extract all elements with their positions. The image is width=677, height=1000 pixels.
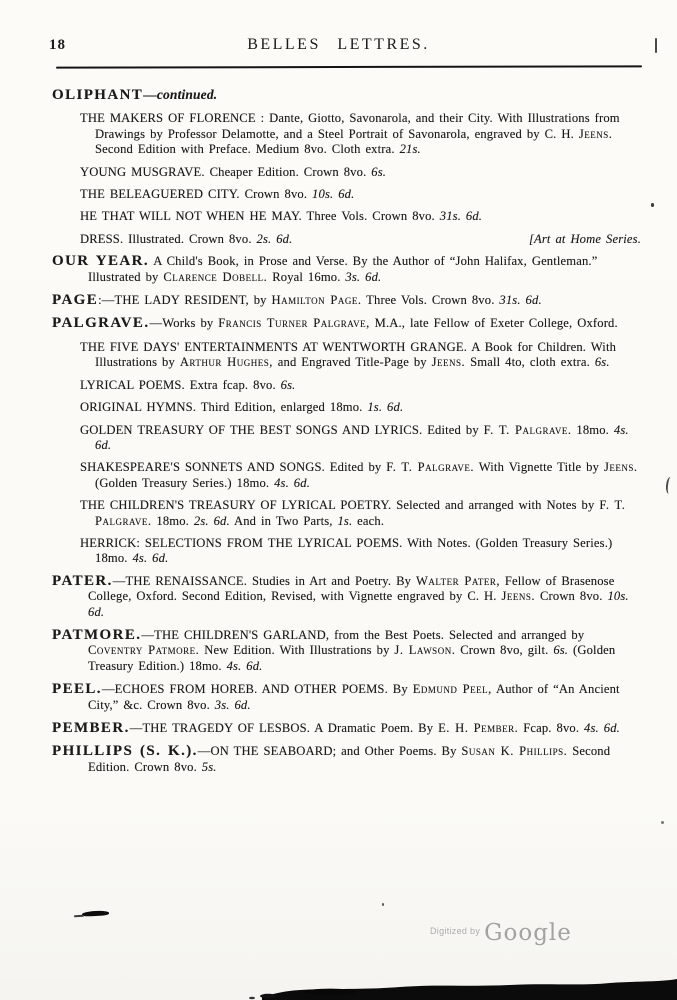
entry-text-segment: GOLDEN TREASURY OF THE BEST SONGS AND LYRICS. Edited by [80, 422, 484, 437]
entry-text-segment: Coventry Patmore. [88, 643, 200, 658]
catalog-book-entry [80, 377, 641, 393]
catalog-book-entry [80, 209, 641, 224]
page-edge-scan-artifact [0, 976, 677, 1000]
entry-text-segment: J. Lawson. [394, 643, 456, 658]
entry-text-segment: 6s. [553, 643, 569, 658]
watermark-prefix: Digitized by [430, 926, 481, 936]
entry-text-segment: 4s. 6d. [95, 422, 629, 452]
entry-text-segment: 2s. 6d. [193, 513, 230, 528]
catalog-book-entry [80, 498, 641, 529]
entry-text-segment: 18mo. [151, 513, 194, 528]
entry-text-segment: —continued. [143, 87, 218, 102]
catalog-section-entry [52, 743, 641, 775]
entry-text-segment: and Engraved Title-Page by [272, 355, 432, 370]
entry-text-segment: —THE RENAISSANCE. Studies in Art and Poetry. By [112, 573, 417, 588]
entry-text-segment: E. H. Pember. [438, 721, 519, 735]
entry-text-segment: 31s. 6d. [439, 209, 483, 224]
catalog-section-entry [52, 720, 641, 736]
header-rule [56, 65, 642, 68]
catalog-book-entry [80, 164, 641, 180]
entry-text-segment: PATMORE. [52, 626, 142, 643]
entry-text-segment: Second Edition. Crown 8vo. [88, 744, 611, 774]
entry-text-segment: 6s. [371, 164, 387, 179]
catalog-book-entry [80, 111, 641, 157]
entry-text-segment: M.A., late Fellow of Exeter College, Oxford. [369, 316, 618, 331]
entry-text-segment: —Works by [149, 316, 219, 331]
scan-mark-right-margin [665, 477, 676, 495]
entry-text-segment: Jeens. [578, 126, 613, 141]
google-logo: Google [484, 920, 572, 946]
entry-text-segment: 4s. 6d. [584, 721, 620, 735]
entry-text-segment: HE THAT WILL NOT WHEN HE MAY. Three Vols. Crown 8vo. [80, 209, 440, 224]
entry-text-segment: 31s. 6d. [499, 293, 542, 308]
digitized-watermark [430, 920, 572, 946]
catalog-list [0, 84, 677, 783]
entry-text-segment: Walter Pater, [416, 573, 500, 588]
entry-text-segment: —ECHOES FROM HOREB. AND OTHER POEMS. By [101, 682, 413, 697]
entry-text-segment: 10s. 6d. [88, 589, 629, 619]
entry-text-segment: Arthur Hughes, [179, 355, 273, 370]
catalog-section-entry [52, 572, 641, 620]
entry-text-segment: Second Edition with Preface. Medium 8vo. Cloth extra. [95, 142, 400, 157]
entry-text-segment: Clarence Dobell. [163, 269, 268, 284]
entry-text-segment: 2s. 6d. [256, 231, 293, 246]
catalog-section-entry [52, 626, 641, 674]
entry-text-segment: F. T. Palgrave. [95, 498, 626, 528]
entry-text-segment: PEMBER. [52, 720, 130, 736]
entry-text-segment: PHILLIPS (S. K.). [52, 743, 198, 760]
entry-text-segment: 1s. [337, 513, 353, 528]
entry-text-segment: SHAKESPEARE'S SONNETS AND SONGS. Edited by [80, 460, 387, 475]
entry-text-segment: THE BELEAGUERED CITY. Crown 8vo. [80, 187, 313, 202]
catalog-book-entry [80, 422, 641, 454]
entry-text-segment: 4s. 6d. [226, 658, 263, 673]
scan-speck-middle [382, 903, 384, 906]
entry-text-segment: 10s. 6d. [312, 187, 355, 202]
entry-text-segment: HERRICK: SELECTIONS FROM THE LYRICAL POEMS. With Notes. (Golden Treasury Series.) 18mo. [80, 535, 613, 566]
entry-text-segment: LYRICAL POEMS. Extra fcap. 8vo. [80, 377, 281, 392]
entry-text-segment: Royal 16mo. [267, 269, 346, 284]
entry-text-segment: THE FIVE DAYS' ENTERTAINMENTS AT WENTWORTH GRANGE. A Book for Children. With Illustrations by [80, 339, 617, 370]
catalog-section-entry [52, 253, 641, 285]
entry-text-segment: Susan K. Phillips. [461, 744, 568, 759]
entry-text-segment: F. T. Palgrave. [483, 422, 572, 437]
entry-text-segment: 3s. 6d. [345, 269, 382, 284]
catalog-book-entry [80, 339, 641, 371]
entry-text-segment: DRESS. Illustrated. Crown 8vo. [80, 231, 257, 246]
entry-text-segment: THE CHILDREN'S TREASURY OF LYRICAL POETRY. Selected and arranged with Notes by [80, 498, 600, 513]
entry-text-segment: 18mo. [571, 422, 614, 437]
series-label: [Art at Home Series. [528, 231, 641, 246]
entry-text-segment: each. [352, 513, 385, 528]
entry-text-segment: Author of “An Ancient City,” &c. Crown 8vo. [88, 682, 620, 712]
catalog-book-entry [80, 187, 641, 202]
entry-text-segment: ORIGINAL HYMNS. Third Edition, enlarged 18mo. [80, 400, 368, 415]
entry-text-segment: 4s. 6d. [132, 551, 169, 566]
catalog-book-entry [80, 535, 641, 567]
entry-text-segment: Francis Turner Palgrave, [218, 316, 370, 331]
entry-text-segment: THE MAKERS OF FLORENCE : Dante, Giotto, Savonarola, and their City. With Illustrations from Drawings by Professor Delamotte, and a Steel Portrait of Savonarola, engraved by C. H. [80, 111, 620, 141]
ink-smudge-left [82, 910, 109, 916]
entry-text-segment: A Child's Book, in Prose and Verse. By the Author of “John Halifax, Gentleman.” Illustrated by [88, 254, 598, 284]
catalog-book-entry [80, 231, 641, 247]
entry-text-segment: 6s. [280, 377, 296, 392]
entry-text-segment: (Golden Treasury Series.) 18mo. [95, 475, 275, 490]
entry-text-segment: Jeens. [501, 589, 536, 604]
ink-smudge-tail [74, 915, 84, 918]
catalog-section-entry [52, 292, 641, 309]
entry-text-segment: PEEL. [52, 681, 102, 698]
entry-text-segment: Crown 8vo, gilt. [455, 643, 554, 658]
entry-text-segment: New Edition. With Illustrations by [199, 643, 395, 658]
running-title: BELLES LETTRES. [247, 36, 430, 53]
entry-text-segment: Crown 8vo. [535, 589, 608, 604]
scan-mark-top-right [655, 38, 657, 53]
catalog-section-entry [52, 87, 641, 103]
entry-text-segment: —THE TRAGEDY OF LESBOS. A Dramatic Poem. By [129, 721, 439, 735]
catalog-section-entry [52, 681, 641, 713]
entry-text-segment: 21s. [399, 142, 421, 157]
entry-text-segment: With Vignette Title by [474, 460, 604, 475]
scan-speck-right [651, 203, 654, 207]
entry-text-segment: 4s. 6d. [274, 475, 310, 490]
entry-text-segment: F. T. Palgrave. [386, 460, 475, 475]
catalog-section-entry [52, 315, 641, 332]
entry-text-segment: OLIPHANT [52, 87, 144, 103]
entry-text-segment: 3s. 6d. [214, 697, 251, 712]
entry-text-segment: —ON THE SEABOARD; and Other Poems. By [197, 744, 462, 759]
entry-text-segment: And in Two Parts, [229, 513, 338, 528]
entry-text-segment: —THE CHILDREN'S GARLAND, from the Best Poets. Selected and arranged by [141, 627, 585, 642]
entry-text-segment: Three Vols. Crown 8vo. [361, 293, 500, 308]
entry-text-segment: OUR YEAR. [52, 253, 149, 270]
entry-text-segment: 5s. [201, 759, 217, 774]
catalog-book-entry [80, 460, 641, 491]
entry-text-segment: (Golden Treasury Edition.) 18mo. [88, 643, 616, 673]
page-number: 18 [49, 37, 66, 53]
entry-text-segment: PALGRAVE. [52, 315, 150, 332]
entry-text-segment: Fcap. 8vo. [518, 721, 585, 735]
entry-text-segment: Edmund Peel, [412, 682, 492, 697]
catalog-book-entry [80, 400, 641, 415]
scan-speck-right-lower [661, 821, 664, 824]
entry-text-segment: Jeens. [603, 460, 638, 475]
entry-text-segment: Jeens. [431, 355, 466, 370]
entry-text-segment: PAGE [52, 292, 99, 309]
entry-text-segment: PATER. [52, 572, 113, 589]
entry-text-segment: YOUNG MUSGRAVE. Cheaper Edition. Crown 8vo. [80, 164, 372, 179]
entry-text-segment: 6s. [594, 355, 610, 370]
entry-text-segment: Fellow of Brasenose College, Oxford. Second Edition, Revised, with Vignette engraved by C. H. [88, 573, 615, 604]
entry-text-segment: 1s. 6d. [367, 400, 404, 415]
entry-text-segment: Small 4to, cloth extra. [465, 355, 595, 370]
entry-text-segment: Hamilton Page. [271, 293, 362, 308]
entry-text-segment: :—THE LADY RESIDENT, by [98, 293, 272, 308]
